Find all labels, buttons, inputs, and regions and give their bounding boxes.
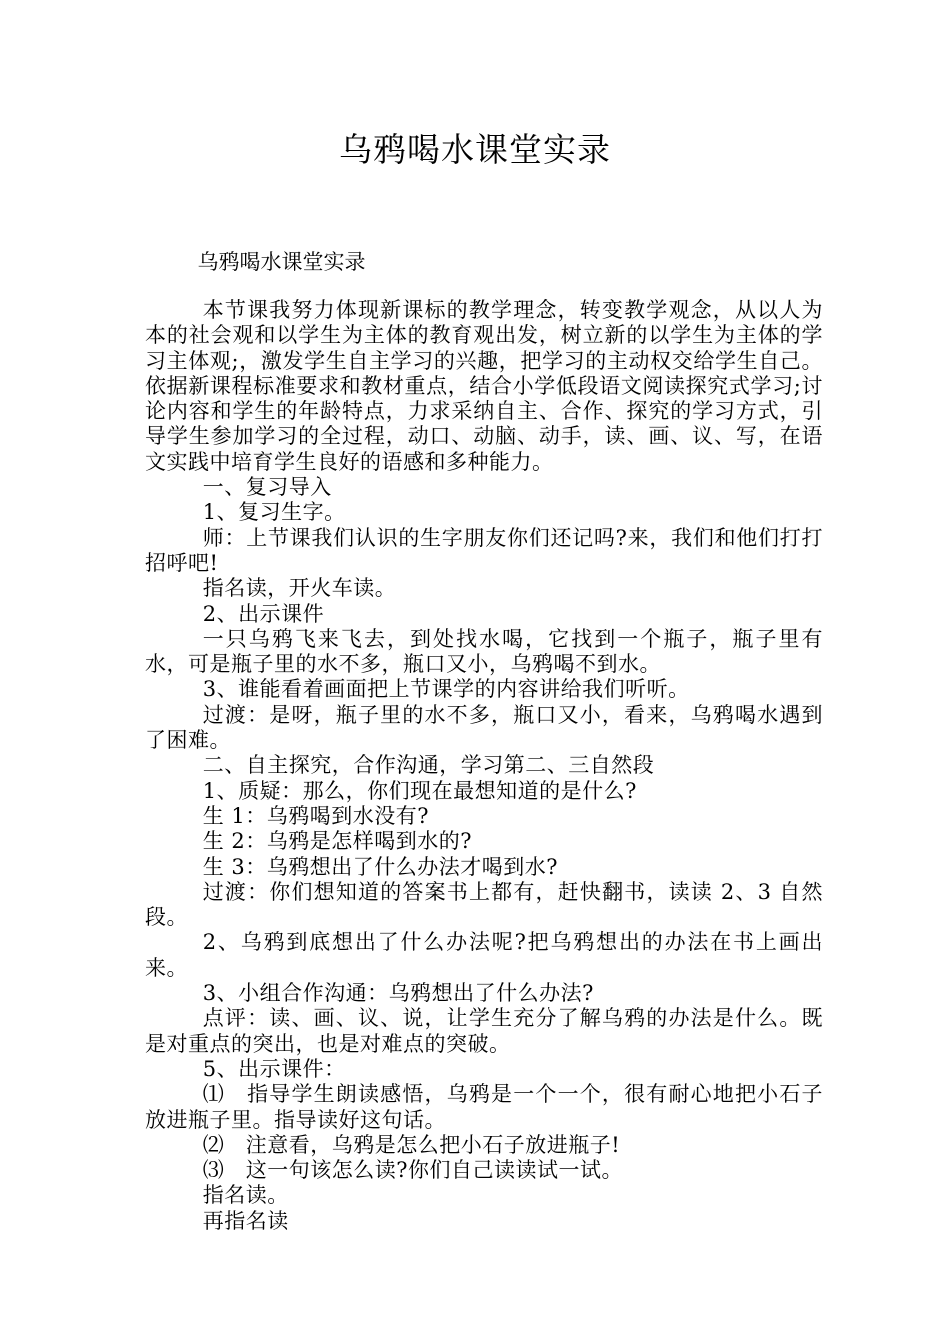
paragraph: ⑶ 这一句该怎么读?你们自己读读试一试。	[202, 1158, 624, 1183]
paragraph: 2、乌鸦到底想出了什么办法呢?把乌鸦想出的办法在书上画出来。	[145, 930, 823, 980]
document-title: 乌鸦喝水课堂实录	[339, 130, 611, 169]
paragraph: 本节课我努力体现新课标的教学理念，转变教学观念，从以人为本的社会观和以学生为主体的教育观出发，树立新的以学生为主体的学习主体观;，激发学生自主学习的兴趣，把学习的主动权交给学生自己。依据新课程标准要求和教材重点，结合小学低段语文阅读探究式学习;讨论内容和学生的年龄特点，力求采纳自主、合作、探究的学习方式，引导学生参加学习的全过程，动口、动脑、动手，读、画、议、写，在语文实践中培育学生良好的语感和多种能力。	[145, 298, 823, 474]
paragraph: 过渡：你们想知道的答案书上都有，赶快翻书，读读 2、3 自然段。	[145, 879, 823, 930]
paragraph: 再指名读	[202, 1208, 289, 1233]
paragraph: 一、复习导入	[202, 475, 332, 500]
paragraph: 生 3：乌鸦想出了什么办法才喝到水?	[202, 854, 559, 879]
paragraph: 1、复习生字。	[202, 500, 346, 525]
paragraph: 生 2：乌鸦是怎样喝到水的?	[202, 829, 473, 854]
paragraph: 3、小组合作沟通：乌鸦想出了什么办法?	[202, 981, 594, 1006]
document-body	[145, 298, 823, 1234]
paragraph: 3、谁能看着画面把上节课学的内容讲给我们听听。	[202, 677, 690, 702]
paragraph: 指名读，开火车读。	[202, 576, 397, 601]
document-subtitle: 乌鸦喝水课堂实录	[197, 250, 366, 274]
paragraph: ⑴ 指导学生朗读感悟，乌鸦是一个一个，很有耐心地把小石子放进瓶子里。指导读好这句话。	[145, 1082, 823, 1132]
paragraph: 一只乌鸦飞来飞去，到处找水喝，它找到一个瓶子，瓶子里有水，可是瓶子里的水不多，瓶口又小，乌鸦喝不到水。	[145, 626, 823, 677]
paragraph: 生 1：乌鸦喝到水没有?	[202, 803, 430, 828]
paragraph: 师：上节课我们认识的生字朋友你们还记吗?来，我们和他们打打招呼吧!	[145, 525, 823, 575]
paragraph: 过渡：是呀，瓶子里的水不多，瓶口又小，看来，乌鸦喝水遇到了困难。	[145, 702, 823, 753]
paragraph: 二、自主探究，合作沟通，学习第二、三自然段	[202, 753, 655, 778]
paragraph: 1、质疑：那么，你们现在最想知道的是什么?	[202, 778, 637, 803]
paragraph: 指名读。	[202, 1183, 289, 1208]
paragraph: 5、出示课件：	[202, 1056, 346, 1081]
paragraph: 2、出示课件	[202, 601, 325, 626]
paragraph: ⑵ 注意看，乌鸦是怎么把小石子放进瓶子!	[202, 1132, 621, 1157]
paragraph: 点评：读、画、议、说，让学生充分了解乌鸦的办法是什么。既是对重点的突出，也是对难点的突破。	[145, 1006, 823, 1056]
